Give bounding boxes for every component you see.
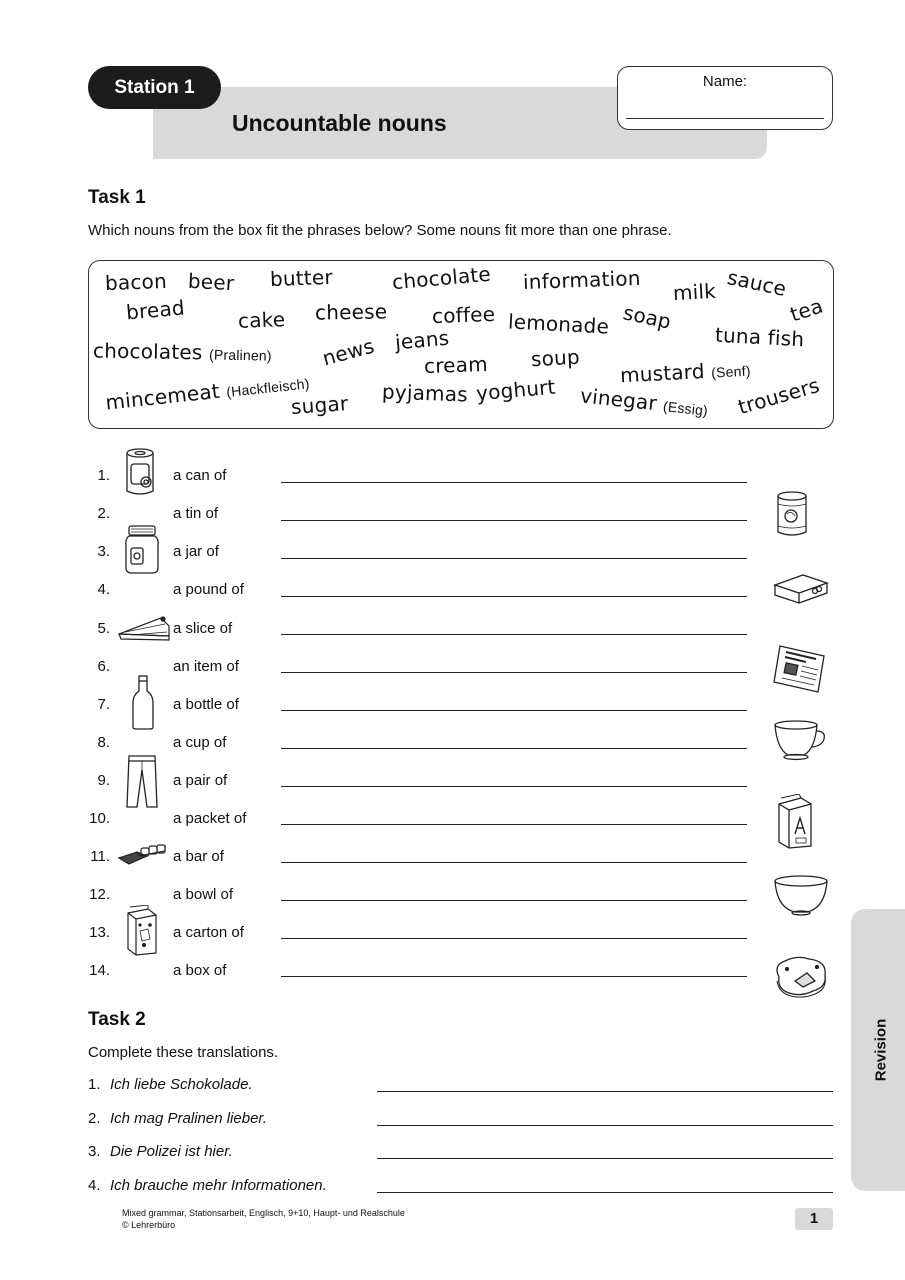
word-item: chocolates (Pralinen) — [92, 338, 272, 365]
word-item: sugar — [290, 391, 350, 419]
side-tab-label: Revision — [872, 1018, 890, 1082]
word-item: milk — [672, 278, 717, 306]
task2-heading: Task 2 — [88, 1009, 146, 1030]
footer-publisher: © Lehrerbüro — [122, 1220, 176, 1230]
answer-line[interactable] — [281, 862, 747, 863]
word-item: tea — [787, 293, 826, 327]
translation-sentence: Ich brauche mehr Informationen. — [110, 1177, 327, 1194]
word-item: coffee — [431, 301, 496, 329]
row-phrase: a pound of — [173, 581, 244, 598]
name-label: Name: — [702, 73, 748, 90]
word-item: butter — [269, 264, 334, 292]
word-item: beer — [187, 268, 235, 296]
word-item: soap — [621, 300, 674, 334]
translation-sentence: Ich mag Pralinen lieber. — [110, 1110, 268, 1127]
row-number: 4. — [97, 581, 110, 598]
answer-line[interactable] — [281, 520, 747, 521]
can-icon — [122, 446, 160, 500]
word-item: lemonade — [507, 309, 610, 339]
row-number: 13. — [89, 924, 110, 941]
translation-answer-line[interactable] — [377, 1125, 833, 1126]
row-phrase: a cup of — [173, 734, 227, 751]
word-item: information — [522, 265, 642, 295]
translation-number: 2. — [88, 1110, 101, 1127]
row-number: 2. — [97, 505, 110, 522]
task2-instruction: Complete these translations. — [88, 1044, 279, 1061]
task1-instruction: Which nouns from the box fit the phrases below? Some nouns fit more than one phrase. — [88, 222, 672, 239]
translation-answer-line[interactable] — [377, 1192, 833, 1193]
name-input-line[interactable] — [626, 118, 824, 119]
bottle-icon — [130, 675, 156, 731]
word-item: mustard (Senf) — [619, 359, 751, 388]
row-number: 1. — [97, 467, 110, 484]
word-item: tuna fish — [714, 322, 805, 352]
answer-line[interactable] — [281, 596, 747, 597]
word-item: bacon — [104, 268, 168, 296]
word-item: soup — [530, 344, 581, 372]
row-phrase: a box of — [173, 962, 227, 979]
tin-icon — [774, 490, 810, 540]
word-item: chocolate — [391, 261, 492, 295]
chocolate-box-icon — [773, 953, 829, 999]
row-number: 10. — [89, 810, 110, 827]
row-phrase: a bar of — [173, 848, 224, 865]
answer-line[interactable] — [281, 558, 747, 559]
newspaper-icon — [772, 642, 828, 694]
row-number: 3. — [97, 543, 110, 560]
word-item: mincemeat (Hackfleisch) — [104, 375, 311, 415]
word-item: vinegar (Essig) — [579, 383, 709, 419]
row-phrase: an item of — [173, 658, 239, 675]
row-phrase: a tin of — [173, 505, 219, 522]
bowl-icon — [773, 874, 829, 916]
row-number: 14. — [89, 962, 110, 979]
translation-number: 1. — [88, 1076, 101, 1093]
answer-line[interactable] — [281, 482, 747, 483]
translation-answer-line[interactable] — [377, 1158, 833, 1159]
row-phrase: a slice of — [173, 620, 233, 637]
word-item: trousers — [735, 372, 823, 420]
word-item: cheese — [314, 299, 388, 325]
word-item: jeans — [394, 325, 451, 355]
row-number: 6. — [97, 658, 110, 675]
word-item: news — [319, 333, 377, 371]
page-number: 1 — [795, 1208, 833, 1230]
answer-line[interactable] — [281, 824, 747, 825]
row-number: 12. — [89, 886, 110, 903]
packet-icon — [775, 794, 815, 850]
answer-line[interactable] — [281, 938, 747, 939]
row-phrase: a packet of — [173, 810, 247, 827]
word-item: cake — [237, 307, 286, 333]
jar-icon — [123, 524, 161, 576]
row-phrase: a bowl of — [173, 886, 234, 903]
name-box — [617, 66, 833, 130]
cake-slice-icon — [117, 612, 171, 642]
answer-line[interactable] — [281, 672, 747, 673]
footer-credit: Mixed grammar, Stationsarbeit, Englisch, 9+10, Haupt- und Realschule — [122, 1208, 405, 1218]
row-phrase: a pair of — [173, 772, 228, 789]
row-number: 8. — [97, 734, 110, 751]
row-number: 7. — [97, 696, 110, 713]
answer-line[interactable] — [281, 748, 747, 749]
translation-number: 3. — [88, 1143, 101, 1160]
butter-block-icon — [773, 573, 829, 605]
answer-line[interactable] — [281, 634, 747, 635]
row-phrase: a bottle of — [173, 696, 239, 713]
page-title: Uncountable nouns — [232, 110, 447, 136]
chocolate-bar-icon — [117, 842, 173, 868]
translation-number: 4. — [88, 1177, 101, 1194]
answer-line[interactable] — [281, 900, 747, 901]
translation-answer-line[interactable] — [377, 1091, 833, 1092]
trousers-icon — [124, 754, 160, 810]
answer-line[interactable] — [281, 710, 747, 711]
word-item: sauce — [725, 265, 789, 301]
word-item: cream — [423, 351, 489, 379]
task1-heading: Task 1 — [88, 187, 146, 208]
row-number: 5. — [97, 620, 110, 637]
word-item: pyjamas — [381, 379, 469, 407]
answer-line[interactable] — [281, 786, 747, 787]
translation-sentence: Die Polizei ist hier. — [110, 1143, 233, 1160]
row-phrase: a jar of — [173, 543, 219, 560]
word-item: yoghurt — [475, 374, 557, 406]
row-phrase: a carton of — [173, 924, 244, 941]
row-phrase: a can of — [173, 467, 227, 484]
station-badge: Station 1 — [88, 66, 221, 109]
cup-icon — [772, 719, 828, 761]
translation-sentence: Ich liebe Schokolade. — [110, 1076, 253, 1093]
word-item: bread — [125, 295, 186, 325]
carton-icon — [122, 905, 162, 957]
answer-line[interactable] — [281, 976, 747, 977]
row-number: 9. — [97, 772, 110, 789]
row-number: 11. — [90, 848, 110, 865]
